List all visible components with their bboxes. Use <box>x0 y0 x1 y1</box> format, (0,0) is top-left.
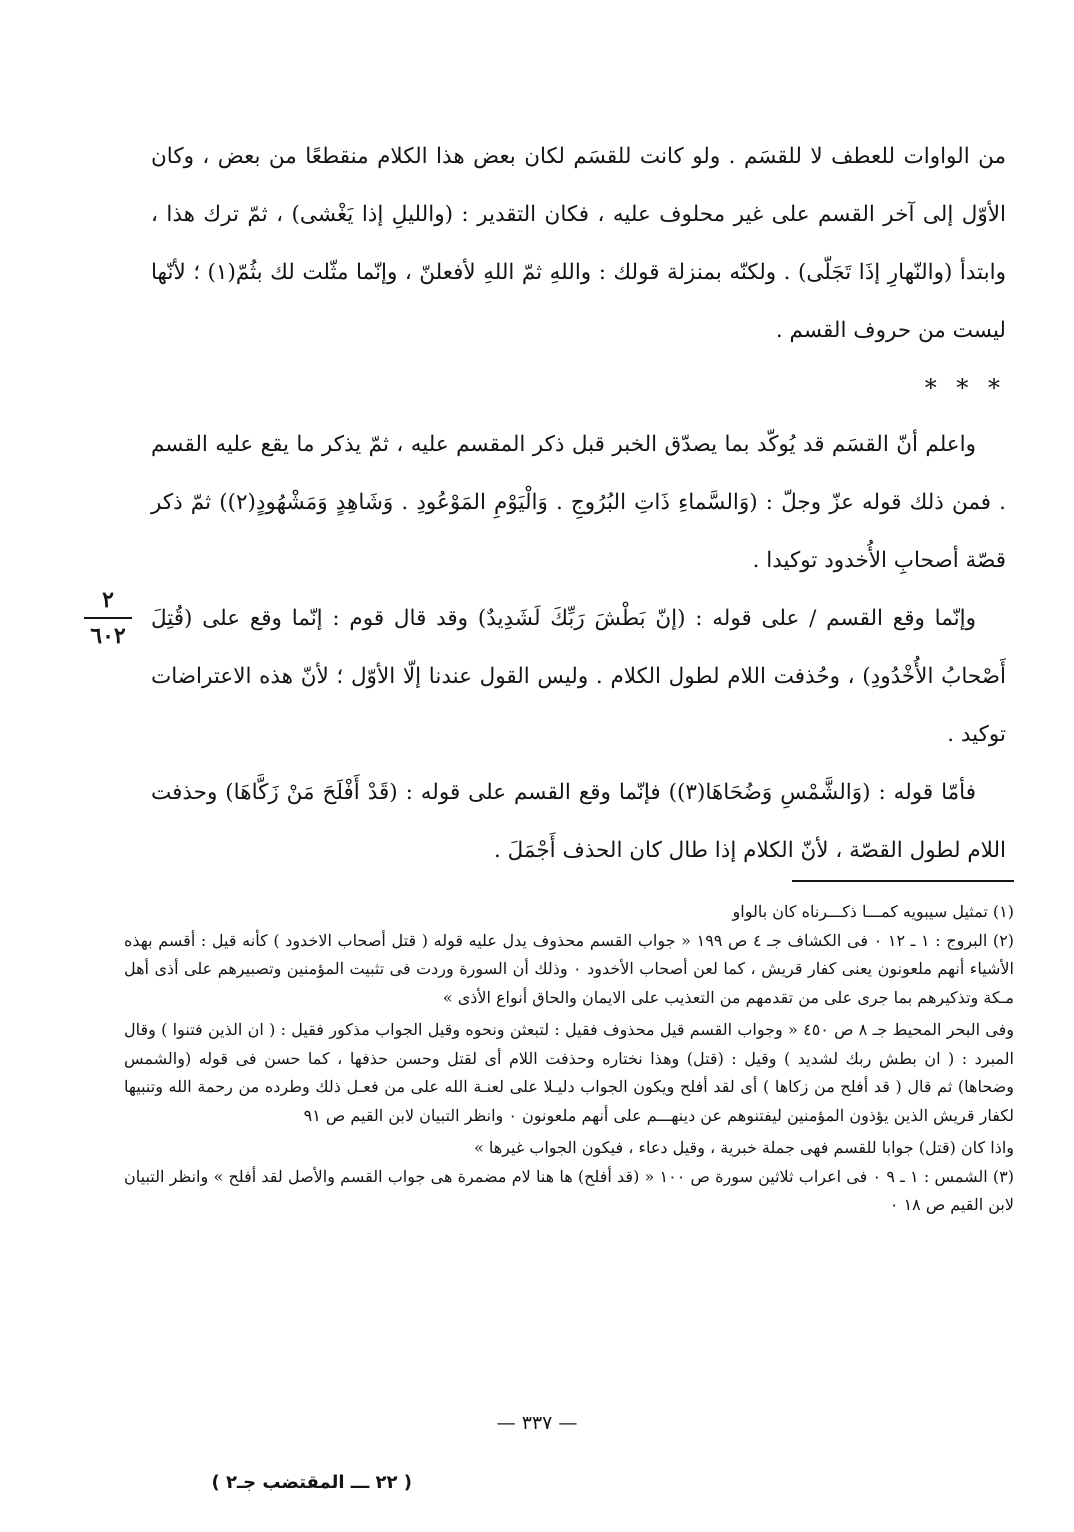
paragraph-3: وإنّما وقع القسم / على قوله : (إنّ بَطْشَ رَبِّكَ لَشَدِيدٌ) وقد قال قوم : إنّما وقع على (قُتِلَ أَصْحابُ الأُخْدُودِ) ، وحُذفت اللام لطول الكلام . وليس القول عندنا إلّا الأوّل ؛ لأنّ هذه الاعتراضات توكيد . <box>151 606 1006 747</box>
printer-signature: ( ٢٢ ـــ المقتضب جـ٢ ) <box>211 1472 412 1493</box>
footnote-2-continued: وفى البحر المحيط جـ ٨ ص ٤٥٠ « وجواب القسم قيل محذوف فقيل : لتبعثن ونحوه وقيل الجواب مذكور فقيل : ( ان الذين فتنوا ) وقال المبرد : ( ان بطش ربك لشديد ) وقيل : (قتل) وهذا نختاره وحذفت اللام أى لقتل وحسن حذفها ، كما حسن فى قوله (والشمس وضحاها) ثم قال ( قد أفلح من زكاها ) أى لقد أفلح ويكون الجواب دليـلا على لعنـة الله على من فعـل ذلك وطرده من رحمة الله وتنبيها لكفار قريش الذين يؤذون المؤمنين ليفتنوهم عن دينهـــم على أنهم ملعونون ٠ وانظر التبيان لابن القيم ص ٩١ <box>124 1020 1015 1125</box>
footnote-3: (٣) الشمس : ١ ـ ٩ ٠ فى اعراب ثلاثين سورة ص ١٠٠ « (قد أفلح) ها هنا لام مضمرة هى جواب القسم والأصل لقد أفلح » وانظر التبيان لابن القيم ص ١٨ ٠ <box>124 1166 1014 1214</box>
margin-note-rule <box>84 617 132 619</box>
footnote-divider <box>792 880 1014 882</box>
original-page-reference <box>78 585 138 651</box>
section-separator: * * * <box>924 374 1006 402</box>
main-text <box>151 128 1006 880</box>
page-number: — ٣٣٧ — <box>496 1412 578 1434</box>
paragraph-2: واعلم أنّ القسَم قد يُوكّد بما يصدّق الخبر قبل ذكر المقسم عليه ، ثمّ يذكر ما يقع عليه القسم . فمن ذلك قوله عزّ وجلّ : (وَالسَّماءِ ذَاتِ البُرُوجِ . وَالْيَوْمِ المَوْعُودِ . وَشَاهِدٍ وَمَشْهُودٍ(٢)) ثمّ ذكر قصّة أصحابِ الأُخدود توكيدا . <box>151 432 1006 573</box>
footnote-2: (٢) البروج : ١ ـ ١٢ ٠ فى الكشاف جـ ٤ ص ١٩٩ « جواب القسم محذوف يدل عليه قوله ( قتل أصحاب الاخدود ) كأنه قيل : أقسم بهذه الأشياء أنهم ملعونون يعنى كفار قريش ، كما لعن أصحاب الأخدود ٠ وذلك أن السورة وردت فى تثبيت المؤمنين وتصبيرهم على أذى أهل مـكة وتذكيرهم بما جرى على من تقدمهم من التعذيب على الايمان والحاق أنواع الأذى » <box>124 930 1015 1007</box>
paragraph-4: فأمّا قوله : (وَالشَّمْسِ وَضُحَاهَا(٣)) فإنّما وقع القسم على قوله : (قَدْ أَفْلَحَ مَنْ زَكَّاهَا) وحذفت اللام لطول القصّة ، لأنّ الكلام إذا طال كان الحذف أَجْمَلَ . <box>151 780 1006 863</box>
paragraph-1: من الواوات للعطف لا للقسَم . ولو كانت للقسَم لكان بعض هذا الكلام منقطعًا من بعض ، وكان الأوّل إلى آخر القسم على غير محلوف عليه ، فكان التقدير : (والليلِ إذا يَغْشى) ، ثمّ ترك هذا ، وابتدأ (والنّهارِ إذَا تَجَلّى) . ولكنّه بمنزلة قولك : واللهِ ثمّ اللهِ لأفعلنّ ، وإنّما مثّلت لك بثُمّ(١) ؛ لأنّها ليست من حروف القسم . <box>151 144 1006 343</box>
footnote-2-closing: واذا كان (قتل) جوابا للقسم فهى جملة خبرية ، وقيل دعاء ، فيكون الجواب غيرها » <box>473 1138 1014 1157</box>
footnote-1: (١) تمثيل سيبويه كمـــا ذكـــرناه كان بالواو <box>732 902 1014 921</box>
footnotes <box>124 898 1014 1220</box>
margin-note-bottom: ٦٠٢ <box>90 623 126 649</box>
margin-note-top: ٢ <box>102 587 114 613</box>
